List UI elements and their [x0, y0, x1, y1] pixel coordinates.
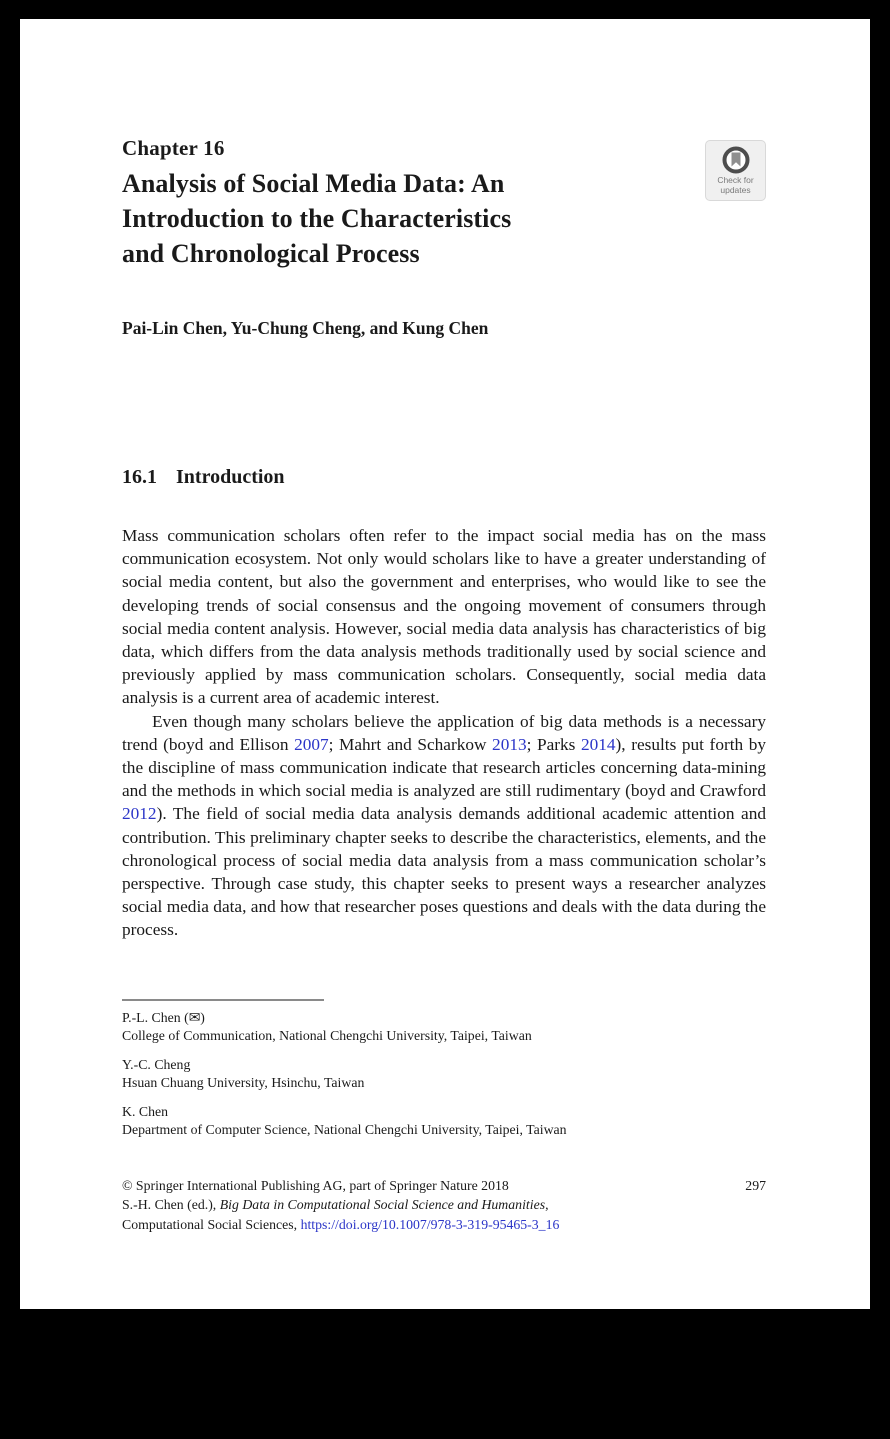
footnote-author-2-name-line: Y.-C. Cheng: [122, 1057, 191, 1072]
check-for-updates-label: Check for updates: [717, 175, 754, 195]
chapter-title: [122, 166, 682, 271]
crossmark-bookmark-icon: [706, 145, 765, 175]
author-footnotes: [122, 1009, 766, 1150]
page-number: 297: [745, 1178, 766, 1193]
intro-paragraph-1: Mass communication scholars often refer to the impact social media has on the mass communication ecosystem. Not only would scholars like to have a greater understanding of social media content, but also the government and enterprises, who would like to see the developing trends of social consensus and the ongoing movement of consumers through social media content analysis. However, social media data analysis has characteristics of big data, which differs from the data analysis methods traditionally used by social science and previously applied by mass communication scholars. Consequently, social media data analysis is a current area of academic interest.: [122, 526, 766, 708]
copyright-line: © Springer International Publishing AG, part of Springer Nature 2018: [122, 1178, 509, 1193]
footnote-author-3: [122, 1103, 766, 1139]
footnote-author-1-affiliation: College of Communication, National Chengchi University, Taipei, Taiwan: [122, 1028, 532, 1043]
intro-paragraph-2: [122, 710, 766, 942]
text-segment: ; Parks: [526, 734, 581, 754]
inline-link[interactable]: 2014: [580, 734, 616, 754]
inline-link[interactable]: 2012: [122, 804, 157, 824]
footnote-author-3-name-line: K. Chen: [122, 1104, 168, 1119]
text-segment: ,: [545, 1197, 549, 1213]
check-for-updates-badge[interactable]: [705, 140, 766, 201]
imprint-block: [122, 1176, 766, 1234]
inline-link[interactable]: 2013: [492, 734, 527, 754]
book-title-line: [122, 1195, 766, 1214]
inline-link[interactable]: 2007: [294, 734, 329, 754]
footnote-author-3-affiliation: Department of Computer Science, National Chengchi University, Taipei, Taiwan: [122, 1122, 567, 1137]
text-segment: S.-H. Chen (ed.),: [122, 1197, 220, 1213]
footnote-author-2: [122, 1056, 766, 1092]
introduction-text: [122, 524, 766, 942]
chapter-title-line-2: Introduction to the Characteristics: [122, 204, 512, 233]
text-segment: ; Mahrt and Scharkow: [328, 734, 493, 754]
chapter-title-line-3: and Chronological Process: [122, 239, 420, 268]
text-segment: ). The field of social media data analysis demands additional academic attention and contribution. This preliminary chapter seeks to describe the characteristics, elements, and the chronological process of social media data analysis from a mass communication scholar’s perspective. Through case study, this chapter seeks to present ways a researcher analyzes social media data, and how that researcher poses questions and deals with the data during the process.: [122, 804, 766, 940]
chapter-title-line-1: Analysis of Social Media Data: An: [122, 169, 505, 198]
authors-line: Pai-Lin Chen, Yu-Chung Cheng, and Kung Chen: [122, 318, 489, 338]
footnote-author-1-name-line: P.-L. Chen (✉): [122, 1010, 205, 1025]
text-segment: Even though many scholars believe the application of big data methods is a necessary trend (boyd and Ellison: [122, 711, 766, 754]
section-heading: [122, 466, 285, 489]
page: [20, 19, 870, 1309]
corresponding-author-envelope-icon: (✉): [184, 1010, 205, 1025]
inline-link[interactable]: https://doi.org/10.1007/978-3-319-95465-3_16: [300, 1216, 560, 1232]
text-segment: Big Data in Computational Social Science and Humanities: [219, 1197, 546, 1213]
page-content: [122, 19, 766, 1309]
text-segment: Computational Social Sciences,: [122, 1216, 301, 1232]
doi-line: [122, 1215, 766, 1234]
section-number: 16.1: [122, 466, 157, 488]
text-segment: ), results put forth by the discipline of mass communication indicate that research articles concerning data-mining and the methods in which social media is analyzed are still rudimentary (boyd and Crawford: [122, 734, 767, 801]
footnote-divider: [122, 999, 324, 1001]
section-title: Introduction: [176, 466, 285, 488]
footnote-author-2-affiliation: Hsuan Chuang University, Hsinchu, Taiwan: [122, 1075, 365, 1090]
footnote-author-1: [122, 1009, 766, 1045]
chapter-label: Chapter 16: [122, 136, 225, 160]
